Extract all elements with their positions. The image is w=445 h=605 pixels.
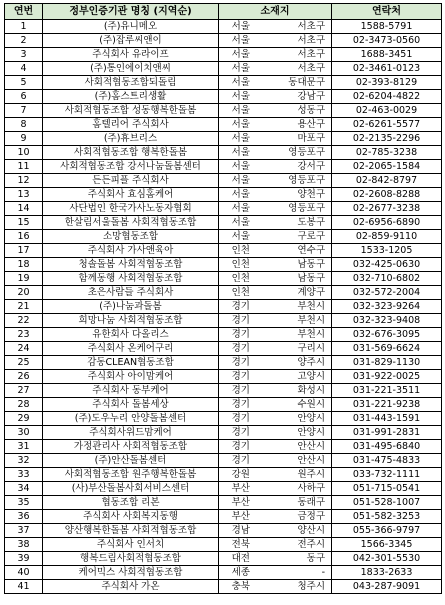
- cell-name: 주식회사 인서치: [43, 538, 219, 552]
- cell-no: 29: [5, 412, 43, 426]
- cell-name: 홈텔리어 주식회사: [43, 118, 219, 132]
- cell-district: 동래구: [263, 496, 332, 510]
- cell-no: 11: [5, 160, 43, 174]
- table-row: [5, 90, 442, 104]
- table-row: [5, 496, 442, 510]
- cell-tel: 02-6956-6890: [332, 216, 442, 230]
- cell-district: 강남구: [263, 90, 332, 104]
- cell-city: 서울: [219, 76, 263, 90]
- cell-district: 서초구: [263, 62, 332, 76]
- cell-no: 32: [5, 454, 43, 468]
- cell-city: 인천: [219, 272, 263, 286]
- cell-no: 3: [5, 48, 43, 62]
- cell-district: 서초구: [263, 48, 332, 62]
- cell-tel: 032-710-6802: [332, 272, 442, 286]
- cell-district: 부천시: [263, 300, 332, 314]
- cell-district: 성동구: [263, 104, 332, 118]
- table-row: [5, 104, 442, 118]
- table-header: [5, 4, 442, 20]
- cell-no: 35: [5, 496, 43, 510]
- cell-tel: 1833-2633: [332, 566, 442, 580]
- cell-tel: 031-475-4833: [332, 454, 442, 468]
- cell-city: 서울: [219, 62, 263, 76]
- cell-city: 전북: [219, 538, 263, 552]
- cell-district: -: [263, 566, 332, 580]
- cell-district: 청주시: [263, 580, 332, 594]
- cell-district: 용산구: [263, 118, 332, 132]
- header-name: 정부인증기관 명칭 (지역순): [43, 4, 219, 20]
- cell-name: (주)잡루씨앤이: [43, 34, 219, 48]
- cell-name: 감동CLEAN협동조합: [43, 356, 219, 370]
- cell-city: 서울: [219, 174, 263, 188]
- table-row: [5, 468, 442, 482]
- cell-district: 구리시: [263, 342, 332, 356]
- table-row: [5, 454, 442, 468]
- table-row: [5, 356, 442, 370]
- cell-no: 39: [5, 552, 43, 566]
- cell-no: 1: [5, 20, 43, 34]
- cell-name: 청솔돌봄 사회적협동조합: [43, 258, 219, 272]
- cell-name: (주)도우누리 안양돌봄센터: [43, 412, 219, 426]
- cell-city: 경기: [219, 398, 263, 412]
- table-row: [5, 482, 442, 496]
- cell-no: 19: [5, 272, 43, 286]
- cell-no: 27: [5, 384, 43, 398]
- cell-no: 40: [5, 566, 43, 580]
- table-row: [5, 566, 442, 580]
- table-row: [5, 440, 442, 454]
- cell-no: 28: [5, 398, 43, 412]
- table-row: [5, 510, 442, 524]
- cell-district: 양천구: [263, 188, 332, 202]
- cell-no: 34: [5, 482, 43, 496]
- header-no: 연번: [5, 4, 43, 20]
- cell-district: 부천시: [263, 314, 332, 328]
- cell-no: 7: [5, 104, 43, 118]
- cell-tel: 02-2135-2296: [332, 132, 442, 146]
- table-row: [5, 342, 442, 356]
- cell-no: 30: [5, 426, 43, 440]
- cell-city: 부산: [219, 496, 263, 510]
- cell-name: 행복드림사회적협동조합: [43, 552, 219, 566]
- cell-city: 서울: [219, 202, 263, 216]
- cell-city: 경기: [219, 440, 263, 454]
- cell-name: 사단법인 한국가사노동자협회: [43, 202, 219, 216]
- cell-name: 주식회사위드맘케어: [43, 426, 219, 440]
- table-row: [5, 230, 442, 244]
- cell-city: 서울: [219, 160, 263, 174]
- cell-district: 양산시: [263, 524, 332, 538]
- cell-tel: 033-732-1111: [332, 468, 442, 482]
- cell-tel: 02-3461-0123: [332, 62, 442, 76]
- cell-tel: 02-2677-3238: [332, 202, 442, 216]
- cell-city: 서울: [219, 216, 263, 230]
- cell-city: 서울: [219, 20, 263, 34]
- cell-no: 38: [5, 538, 43, 552]
- table-row: [5, 314, 442, 328]
- cell-district: 강서구: [263, 160, 332, 174]
- cell-district: 안양시: [263, 426, 332, 440]
- cell-name: 사회적협동조합 강서나눔돌봄센터: [43, 160, 219, 174]
- cell-name: 가정관리사 사회적협동조합: [43, 440, 219, 454]
- cell-tel: 031-495-6840: [332, 440, 442, 454]
- cell-district: 동구: [263, 552, 332, 566]
- cell-city: 부산: [219, 482, 263, 496]
- cell-tel: 031-922-0025: [332, 370, 442, 384]
- cell-tel: 032-323-9264: [332, 300, 442, 314]
- cell-name: 주식회사 돌봄세상: [43, 398, 219, 412]
- cell-tel: 02-785-3238: [332, 146, 442, 160]
- cell-no: 9: [5, 132, 43, 146]
- cell-name: 초은사람들 주식회사: [43, 286, 219, 300]
- cell-city: 서울: [219, 118, 263, 132]
- cell-tel: 031-221-9238: [332, 398, 442, 412]
- cell-city: 경기: [219, 454, 263, 468]
- cell-city: 대전: [219, 552, 263, 566]
- cell-city: 경기: [219, 342, 263, 356]
- cell-name: (주)휴브리스: [43, 132, 219, 146]
- cell-name: 주식회사 가사앤육아: [43, 244, 219, 258]
- cell-no: 17: [5, 244, 43, 258]
- cell-city: 충북: [219, 580, 263, 594]
- cell-district: 영등포구: [263, 174, 332, 188]
- table-row: [5, 146, 442, 160]
- cell-district: 남동구: [263, 258, 332, 272]
- cell-tel: 042-301-5530: [332, 552, 442, 566]
- cell-name: 주식회사 사회복지동행: [43, 510, 219, 524]
- cell-name: 주식회사 가온: [43, 580, 219, 594]
- header-tel: 연락처: [332, 4, 442, 20]
- table-row: [5, 286, 442, 300]
- cell-district: 사하구: [263, 482, 332, 496]
- table-row: [5, 258, 442, 272]
- table-row: [5, 370, 442, 384]
- cell-city: 서울: [219, 34, 263, 48]
- cell-no: 2: [5, 34, 43, 48]
- cell-tel: 031-569-6624: [332, 342, 442, 356]
- cell-district: 부천시: [263, 328, 332, 342]
- cell-tel: 02-2608-8288: [332, 188, 442, 202]
- cell-tel: 02-842-8797: [332, 174, 442, 188]
- cell-city: 서울: [219, 104, 263, 118]
- cell-tel: 02-859-9110: [332, 230, 442, 244]
- table-row: [5, 48, 442, 62]
- cell-no: 37: [5, 524, 43, 538]
- cell-city: 서울: [219, 48, 263, 62]
- header-location: 소재지: [219, 4, 332, 20]
- cell-district: 원주시: [263, 468, 332, 482]
- cell-tel: 031-221-3511: [332, 384, 442, 398]
- cell-name: 함께동행 사회적협동조합: [43, 272, 219, 286]
- cell-city: 경기: [219, 328, 263, 342]
- cell-tel: 051-528-1007: [332, 496, 442, 510]
- table-row: [5, 426, 442, 440]
- cell-tel: 032-425-0630: [332, 258, 442, 272]
- cell-no: 13: [5, 188, 43, 202]
- cell-tel: 02-6204-4822: [332, 90, 442, 104]
- cell-name: 케어믹스 사회적협동조합: [43, 566, 219, 580]
- table-row: [5, 160, 442, 174]
- cell-district: 계양구: [263, 286, 332, 300]
- table-row: [5, 174, 442, 188]
- cell-tel: 02-393-8129: [332, 76, 442, 90]
- cell-tel: 02-463-0029: [332, 104, 442, 118]
- cell-district: 마포구: [263, 132, 332, 146]
- header-row: [5, 4, 442, 20]
- cell-tel: 031-829-1130: [332, 356, 442, 370]
- cell-city: 세종: [219, 566, 263, 580]
- table-row: [5, 328, 442, 342]
- table-row: [5, 552, 442, 566]
- cell-city: 서울: [219, 132, 263, 146]
- cell-tel: 043-287-9091: [332, 580, 442, 594]
- cell-no: 26: [5, 370, 43, 384]
- cell-name: (주)유니메오: [43, 20, 219, 34]
- certified-agency-table-wrapper: [4, 3, 442, 594]
- table-row: [5, 244, 442, 258]
- cell-no: 21: [5, 300, 43, 314]
- cell-tel: 051-715-0541: [332, 482, 442, 496]
- cell-tel: 055-366-9797: [332, 524, 442, 538]
- cell-tel: 032-572-2004: [332, 286, 442, 300]
- cell-city: 경기: [219, 356, 263, 370]
- table-body: [5, 20, 442, 594]
- cell-city: 서울: [219, 188, 263, 202]
- cell-district: 영등포구: [263, 202, 332, 216]
- cell-district: 양주시: [263, 356, 332, 370]
- cell-city: 강원: [219, 468, 263, 482]
- cell-name: (사)부산돌봄사회서비스센터: [43, 482, 219, 496]
- cell-no: 5: [5, 76, 43, 90]
- cell-no: 15: [5, 216, 43, 230]
- cell-tel: 051-582-3253: [332, 510, 442, 524]
- cell-name: (주)홈스트리생활: [43, 90, 219, 104]
- cell-city: 경기: [219, 314, 263, 328]
- cell-district: 화성시: [263, 384, 332, 398]
- table-row: [5, 34, 442, 48]
- table-row: [5, 202, 442, 216]
- cell-tel: 032-676-3095: [332, 328, 442, 342]
- cell-city: 경남: [219, 524, 263, 538]
- cell-tel: 031-991-2831: [332, 426, 442, 440]
- cell-name: 유한회사 다올리스: [43, 328, 219, 342]
- cell-no: 16: [5, 230, 43, 244]
- cell-no: 14: [5, 202, 43, 216]
- cell-city: 경기: [219, 370, 263, 384]
- cell-city: 경기: [219, 426, 263, 440]
- cell-name: (주)통인에이치앤씨: [43, 62, 219, 76]
- table-row: [5, 216, 442, 230]
- cell-name: 협동조합 리본: [43, 496, 219, 510]
- cell-name: 희망나눔 사회적협동조합: [43, 314, 219, 328]
- cell-name: 양산행복한돌봄 사회적협동조합: [43, 524, 219, 538]
- cell-tel: 1588-5791: [332, 20, 442, 34]
- cell-district: 안산시: [263, 454, 332, 468]
- cell-district: 수원시: [263, 398, 332, 412]
- table-row: [5, 118, 442, 132]
- cell-city: 경기: [219, 300, 263, 314]
- cell-city: 서울: [219, 146, 263, 160]
- table-row: [5, 398, 442, 412]
- cell-city: 인천: [219, 258, 263, 272]
- table-row: [5, 188, 442, 202]
- cell-district: 서초구: [263, 20, 332, 34]
- cell-name: 소망협동조합: [43, 230, 219, 244]
- table-row: [5, 300, 442, 314]
- table-row: [5, 272, 442, 286]
- table-row: [5, 538, 442, 552]
- cell-no: 18: [5, 258, 43, 272]
- cell-district: 남동구: [263, 272, 332, 286]
- table-row: [5, 384, 442, 398]
- cell-no: 23: [5, 328, 43, 342]
- cell-no: 25: [5, 356, 43, 370]
- cell-name: 주식회사 유라이프: [43, 48, 219, 62]
- cell-city: 경기: [219, 412, 263, 426]
- cell-name: (주)안산돌봄센터: [43, 454, 219, 468]
- cell-district: 안양시: [263, 412, 332, 426]
- cell-no: 12: [5, 174, 43, 188]
- cell-tel: 1688-3451: [332, 48, 442, 62]
- cell-name: (주)나눔과돌봄: [43, 300, 219, 314]
- cell-district: 금정구: [263, 510, 332, 524]
- cell-no: 22: [5, 314, 43, 328]
- table-row: [5, 524, 442, 538]
- cell-district: 구로구: [263, 230, 332, 244]
- cell-tel: 1533-1205: [332, 244, 442, 258]
- cell-district: 서초구: [263, 34, 332, 48]
- cell-district: 안산시: [263, 440, 332, 454]
- table-row: [5, 580, 442, 594]
- cell-name: 주식회사 아이맘케어: [43, 370, 219, 384]
- cell-district: 연수구: [263, 244, 332, 258]
- cell-name: 사회적협동조합되돌림: [43, 76, 219, 90]
- cell-no: 10: [5, 146, 43, 160]
- cell-no: 33: [5, 468, 43, 482]
- cell-city: 인천: [219, 286, 263, 300]
- table-row: [5, 412, 442, 426]
- cell-no: 41: [5, 580, 43, 594]
- cell-district: 동대문구: [263, 76, 332, 90]
- cell-tel: 02-3473-0560: [332, 34, 442, 48]
- cell-no: 4: [5, 62, 43, 76]
- cell-tel: 1566-3345: [332, 538, 442, 552]
- cell-name: 사회적협동조합 행복한돌봄: [43, 146, 219, 160]
- cell-tel: 02-2065-1584: [332, 160, 442, 174]
- cell-name: 한살림서울돌봄 사회적협동조합: [43, 216, 219, 230]
- cell-no: 24: [5, 342, 43, 356]
- cell-city: 경기: [219, 384, 263, 398]
- cell-no: 8: [5, 118, 43, 132]
- cell-district: 고양시: [263, 370, 332, 384]
- cell-name: 주식회사 온케어구리: [43, 342, 219, 356]
- cell-no: 6: [5, 90, 43, 104]
- cell-tel: 031-443-1591: [332, 412, 442, 426]
- cell-tel: 032-323-9408: [332, 314, 442, 328]
- cell-district: 전주시: [263, 538, 332, 552]
- cell-no: 31: [5, 440, 43, 454]
- cell-city: 부산: [219, 510, 263, 524]
- cell-tel: 02-6261-5577: [332, 118, 442, 132]
- table-row: [5, 76, 442, 90]
- cell-name: 사회적협동조합 원주행복한돌봄: [43, 468, 219, 482]
- cell-city: 서울: [219, 230, 263, 244]
- cell-name: 사회적협동조합 성동행복한돌봄: [43, 104, 219, 118]
- table-row: [5, 62, 442, 76]
- cell-district: 영등포구: [263, 146, 332, 160]
- cell-name: 주식회사 동부케어: [43, 384, 219, 398]
- cell-name: 든든피플 주식회사: [43, 174, 219, 188]
- table-row: [5, 132, 442, 146]
- certified-agency-table: [4, 3, 442, 594]
- cell-city: 서울: [219, 90, 263, 104]
- cell-no: 20: [5, 286, 43, 300]
- cell-no: 36: [5, 510, 43, 524]
- cell-district: 도봉구: [263, 216, 332, 230]
- cell-name: 주식회사 효심홈케어: [43, 188, 219, 202]
- table-row: [5, 20, 442, 34]
- cell-city: 인천: [219, 244, 263, 258]
